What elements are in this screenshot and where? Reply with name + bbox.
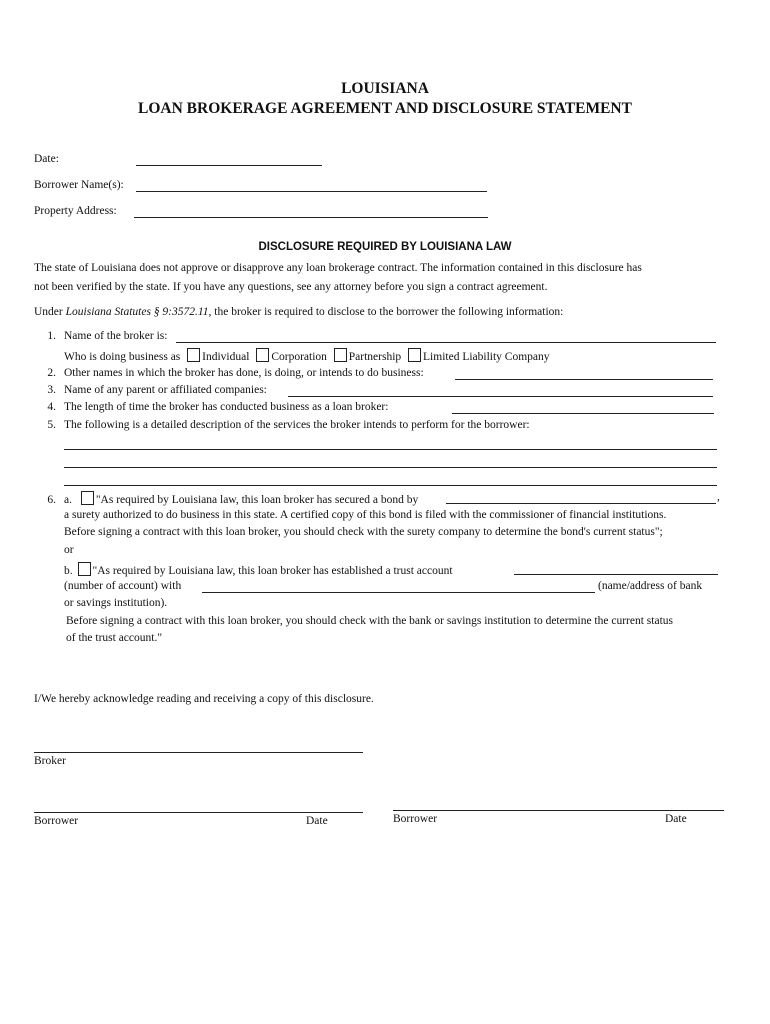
option-a-text: "As required by Louisiana law, this loan broker has secured a bond by [95, 494, 419, 506]
individual-label: Individual [202, 351, 250, 363]
comma: , [717, 491, 720, 503]
option-b [64, 562, 453, 577]
statute-citation: Louisiana Statutes § 9:3572.11, [65, 306, 212, 318]
item-3-label: Name of any parent or affiliated companies: [64, 384, 267, 396]
corporation-label: Corporation [271, 351, 327, 363]
broker-label: Broker [34, 755, 66, 767]
services-line-1[interactable] [64, 437, 717, 450]
item-3 [34, 384, 267, 396]
option-b-line-5: of the trust account." [66, 632, 163, 644]
option-a-label: a. [64, 494, 72, 506]
item-6 [34, 491, 418, 506]
item-5-label: The following is a detailed description of the services the broker intends to perform for the borrower: [64, 419, 530, 431]
account-number-label: (number of account) with [64, 580, 182, 592]
document-title: LOAN BROKERAGE AGREEMENT AND DISCLOSURE STATEMENT [138, 100, 632, 117]
borrower-2-date-label: Date [665, 813, 687, 825]
borrower-2-label: Borrower [393, 813, 438, 825]
intro-line-2: not been verified by the state. If you have any questions, see any attorney before you sign a contract agreement. [34, 281, 548, 293]
document-title-state: LOUISIANA [341, 80, 429, 97]
borrower-1-signature-line[interactable] [34, 800, 363, 813]
broker-name-field[interactable] [176, 330, 716, 343]
llc-label: Limited Liability Company [423, 351, 550, 363]
acknowledgement: I/We hereby acknowledge reading and receiving a copy of this disclosure. [34, 693, 374, 705]
other-names-field[interactable] [455, 367, 713, 380]
statute-sentence [34, 306, 563, 318]
business-type-row [64, 348, 550, 363]
individual-checkbox[interactable] [187, 348, 200, 362]
property-address-field[interactable] [134, 205, 488, 218]
item-4-label: The length of time the broker has conducted business as a loan broker: [64, 401, 389, 413]
statute-suffix: the broker is required to disclose to the borrower the following information: [211, 306, 564, 318]
intro-line-1: The state of Louisiana does not approve or disapprove any loan brokerage contract. The information contained in this disclosure has [34, 262, 642, 274]
business-type-label: Who is doing business as [64, 351, 181, 363]
llc-checkbox[interactable] [408, 348, 421, 362]
item-number: 1. [47, 330, 56, 342]
partnership-checkbox[interactable] [334, 348, 347, 362]
item-4 [34, 401, 388, 413]
item-number: 5. [47, 419, 56, 431]
services-line-3[interactable] [64, 473, 717, 486]
borrower-2-signature-line[interactable] [393, 798, 724, 811]
option-b-line-3: or savings institution). [64, 597, 168, 609]
affiliated-companies-field[interactable] [288, 384, 713, 397]
option-a-line-3: Before signing a contract with this loan broker, you should check with the surety company to determine the bond's current status"; [64, 526, 663, 538]
option-b-label: b. [64, 565, 73, 577]
or-text: or [64, 544, 74, 556]
option-b-line-4: Before signing a contract with this loan broker, you should check with the bank or savings institution to determine the current status [66, 615, 673, 627]
bank-label: (name/address of bank [598, 580, 703, 592]
borrower-names-label: Borrower Name(s): [34, 179, 124, 191]
property-address-label: Property Address: [34, 205, 117, 217]
item-5 [34, 419, 530, 431]
item-2-label: Other names in which the broker has done, is doing, or intends to do business: [64, 367, 424, 379]
borrower-1-date-label: Date [306, 815, 328, 827]
date-label: Date: [34, 153, 59, 165]
item-number: 4. [47, 401, 56, 413]
option-b-text: "As required by Louisiana law, this loan broker has established a trust account [92, 565, 453, 577]
statute-prefix: Under [34, 306, 66, 318]
item-number: 2. [47, 367, 56, 379]
bond-surety-field[interactable] [446, 491, 716, 504]
item-number: 3. [47, 384, 56, 396]
date-field[interactable] [136, 153, 322, 166]
business-length-field[interactable] [452, 401, 714, 414]
disclosure-heading: DISCLOSURE REQUIRED BY LOUISIANA LAW [258, 241, 512, 253]
services-line-2[interactable] [64, 455, 717, 468]
borrower-names-field[interactable] [136, 179, 487, 192]
borrower-1-label: Borrower [34, 815, 79, 827]
corporation-checkbox[interactable] [256, 348, 269, 362]
bank-field[interactable] [202, 580, 595, 593]
option-a-line-2: a surety authorized to do business in this state. A certified copy of this bond is filed with the commissioner of financial institutions. [64, 509, 667, 521]
partnership-label: Partnership [348, 351, 402, 363]
broker-signature-line[interactable] [34, 740, 363, 753]
item-1-label: Name of the broker is: [64, 330, 168, 342]
item-number: 6. [47, 494, 56, 506]
item-1 [34, 330, 167, 342]
trust-account-field[interactable] [514, 562, 718, 575]
bond-checkbox[interactable] [81, 491, 94, 505]
item-2 [34, 367, 424, 379]
trust-account-checkbox[interactable] [78, 562, 91, 576]
